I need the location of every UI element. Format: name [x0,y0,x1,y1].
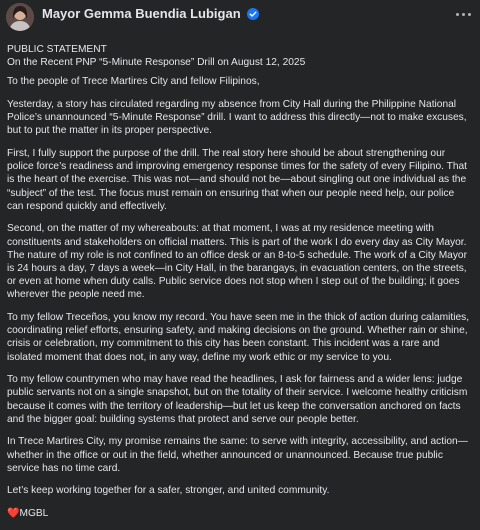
statement-title: PUBLIC STATEMENT [7,44,107,55]
greeting: To the people of Trece Martires City and fellow Filipinos, [7,76,260,88]
author-name[interactable]: Mayor Gemma Buendia Lubigan [42,6,241,21]
paragraph-6: In Trece Martires City, my promise remains the same: to serve with integrity, accessibility, and action—whether in the office or out in the field, whether announced or unannounced. Because true public service has no time card. [7,436,468,474]
author-name-row [42,6,259,23]
post-header [6,3,474,35]
paragraph-4: To my fellow Treceños, you know my record. You have seen me in the thick of action during calamities, coordinating relief efforts, ensuring safety, and making decisions on the ground. Whether rain or shine, crisis or celebration, my commitment to this city has been constant. This incident was a rare and isolated moment that does not, in any way, define my work ethic or my service to you. [7,312,470,363]
paragraph-5: To my fellow countrymen who may have read the headlines, I ask for fairness and a wider lens: judge public servants not on a single snapshot, but on the totality of their service. I welcome healthy criticism because it comes with the territory of leadership—but let us keep the conversation anchored on facts and the bigger goal: building systems that protect and serve our people better. [7,374,468,425]
avatar-portrait-icon [6,3,34,31]
paragraph-3: Second, on the matter of my whereabouts: at that moment, I was at my residence meeting with constituents and stakeholders on official matters. This is part of the work I do every day as City Mayor. The nature of my role is not confined to an office desk or an 8-to-5 schedule. The work of a City Mayor is 24 hours a day, 7 days a week—in City Hall, in the barangays, in evacuation centers, on the streets, or even at home when duty calls. Public service does not stop when I step out of the building; it goes wherever the people need me. [7,223,467,301]
avatar[interactable] [6,3,34,31]
statement-subtitle: On the Recent PNP “5-Minute Response” Drill on August 12, 2025 [7,57,306,69]
statement-heading [7,43,473,69]
red-heart-icon: ❤️ [7,508,20,520]
more-options-icon[interactable] [452,5,474,23]
paragraph-1: Yesterday, a story has circulated regarding my absence from City Hall during the Philippine National Police’s unannounced “5-Minute Response” drill. I want to address this directly—not to make excuses, but to put the matter in its proper perspective. [7,99,467,137]
signature-line [7,507,473,520]
signature: MGBL [19,508,49,520]
post-body [7,43,473,530]
paragraph-2: First, I fully support the purpose of the drill. The real story here should be about strengthening our police force’s readiness and improving emergency response times for the safety of every Filipino. That is the heart of the exercise. This was not—and should not be—about singling out one individual as the “subject” of the test. The focus must remain on ensuring that when our people need help, our police can respond quickly and effectively. [7,148,467,212]
paragraph-7: Let’s keep working together for a safer, stronger, and united community. [7,485,330,497]
verified-badge-icon [247,8,259,23]
